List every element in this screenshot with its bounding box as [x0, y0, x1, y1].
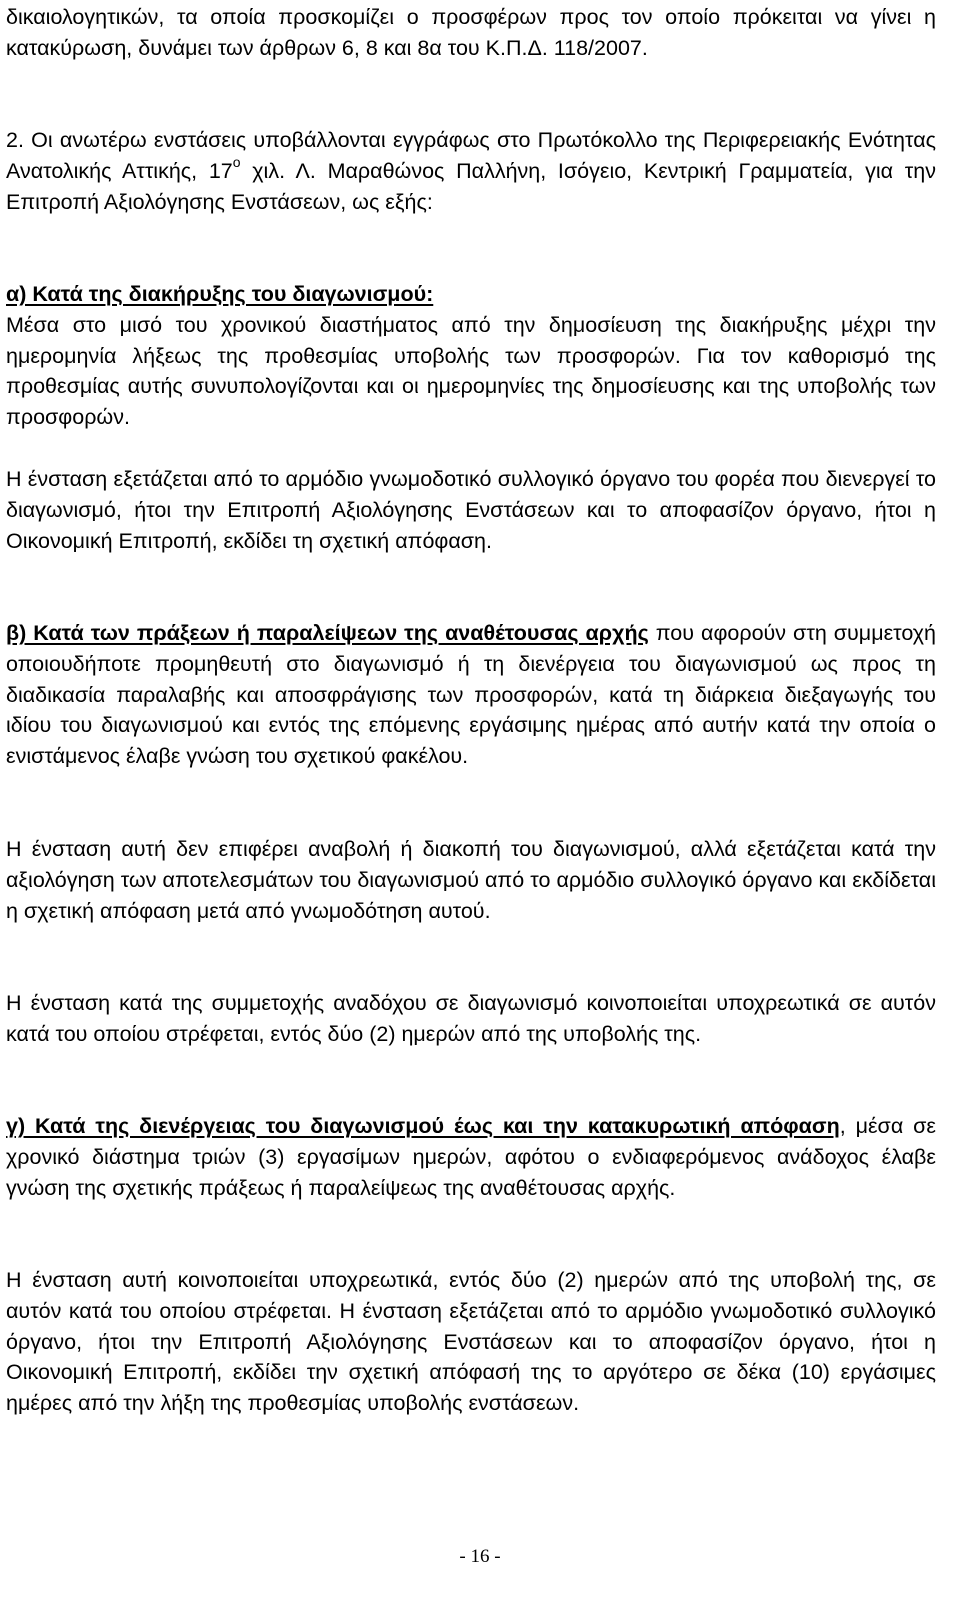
paragraph-text: χιλ. Λ. Μαραθώνος Παλλήνη, Ισόγειο, Κεντρική Γραμματεία, για την Επιτροπή Αξιολόγησης Ενστάσεων, ως εξής:: [6, 158, 936, 214]
section-c: [6, 1111, 936, 1203]
ordinal-superscript: ο: [232, 153, 241, 170]
section-c-body: , μέσα σε χρονικό διάστημα τριών (3) εργασίμων ημερών, αφότου ο ενδιαφερόμενος ανάδοχος έλαβε γνώση της σχετικής πράξεως ή παραλείψεως της αναθέτουσας αρχής.: [6, 1114, 936, 1200]
section-a-body: Μέσα στο μισό του χρονικού διαστήματος από την δημοσίευση της διακήρυξης μέχρι την ημερομηνία λήξεως της προθεσμίας υποβολής των προσφορών. Για τον καθορισμό της προθεσμίας αυτής συνυπολογίζονται και οι ημερομηνίες της δημοσίευσης και της υποβολής των προσφορών.: [6, 312, 936, 430]
section-b: [6, 618, 936, 772]
section-c-paragraph-2: Η ένσταση αυτή κοινοποιείται υποχρεωτικά, εντός δύο (2) ημερών από της υποβολή της, σε αυτόν κατά του οποίου στρέφεται. Η ένσταση εξετάζεται από το αρμόδιο γνωμοδοτικό συλλογικό όργανο, ήτοι την Επιτροπή Αξιολόγησης Ενστάσεων και το αποφασίζον όργανο, ήτοι η Οικονομική Επιτροπή, εκδίδει την σχετική απόφασή της το αργότερο σε δέκα (10) εργάσιμες ημέρες από την λήξη της προθεσμίας υποβολής ενστάσεων.: [6, 1268, 936, 1416]
paragraph-submission-location: [6, 125, 936, 217]
paragraph-supporting-documents: δικαιολογητικών, τα οποία προσκομίζει ο προσφέρων προς τον οποίο πρόκειται να γίνει η κατακύρωση, δυνάμει των άρθρων 6, 8 και 8α του Κ.Π.Δ. 118/2007.: [6, 5, 936, 60]
section-a-heading: α) Κατά της διακήρυξης του διαγωνισμού:: [6, 282, 434, 306]
section-a: [6, 279, 936, 433]
page-number: - 16 -: [459, 1546, 501, 1567]
section-b-paragraph-2: Η ένσταση αυτή δεν επιφέρει αναβολή ή διακοπή του διαγωνισμού, αλλά εξετάζεται κατά την αξιολόγηση των αποτελεσμάτων του διαγωνισμού από το αρμόδιο συλλογικό όργανο και εκδίδεται η σχετική απόφαση μετά από γνωμοδότηση αυτού.: [6, 837, 936, 923]
section-a-paragraph-2: Η ένσταση εξετάζεται από το αρμόδιο γνωμοδοτικό συλλογικό όργανο του φορέα που διενεργεί το διαγωνισμό, ήτοι την Επιτροπή Αξιολόγησης Ενστάσεων και το αποφασίζον όργανο, ήτοι η Οικονομική Επιτροπή, εκδίδει τη σχετική απόφαση.: [6, 467, 936, 553]
section-b-paragraph-3: Η ένσταση κατά της συμμετοχής αναδόχου σε διαγωνισμό κοινοποιείται υποχρεωτικά σε αυτόν κατά του οποίου στρέφεται, εντός δύο (2) ημερών από της υποβολής της.: [6, 991, 936, 1046]
paragraph-text: 2. Οι ανωτέρω ενστάσεις υποβάλλονται εγγράφως στο Πρωτόκολλο της Περιφερειακής Ενότητας Ανατολικής Αττικής, 17: [6, 128, 936, 183]
section-b-body: που αφορούν στη συμμετοχή οποιουδήποτε προμηθευτή στο διαγωνισμό ή τη διενέργεια του διαγωνισμού ως προς τη διαδικασία παραλαβής και αποσφράγισης των προσφορών, κατά τη διάρκεια διεξαγωγής του ιδίου του διαγωνισμού και εντός της επόμενης εργάσιμης ημέρας από αυτήν κατά την οποία ο ενιστάμενος έλαβε γνώση του σχετικού φακέλου.: [6, 621, 936, 769]
section-c-heading: γ) Κατά της διενέργειας του διαγωνισμού έως και την κατακυρωτική απόφαση: [6, 1114, 840, 1138]
section-b-heading: β) Κατά των πράξεων ή παραλείψεων της αναθέτουσας αρχής: [6, 621, 649, 645]
